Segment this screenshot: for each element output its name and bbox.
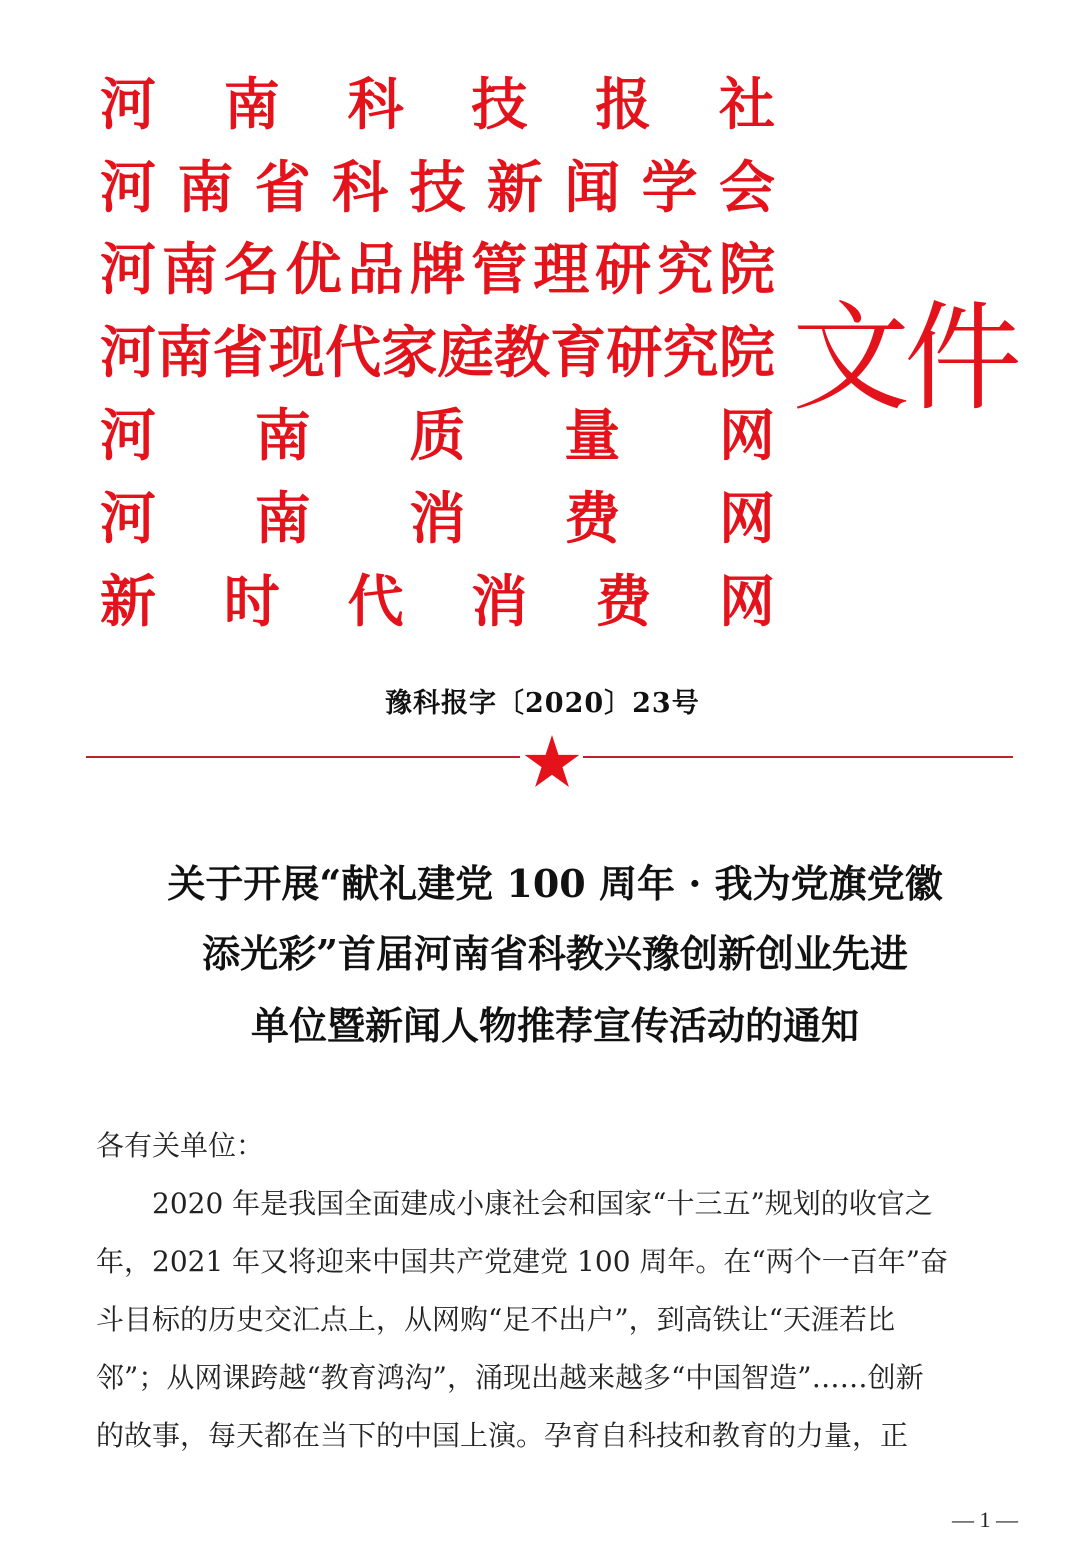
org-char: 河 (100, 320, 156, 386)
org-char: 院 (718, 320, 775, 386)
body-line: 斗目标的历史交汇点上，从网购“足不出户”，到高铁让“天涯若比 (96, 1303, 895, 1336)
org-char: 南 (254, 403, 311, 469)
org-char: 技 (471, 72, 528, 138)
org-char: 河 (100, 155, 156, 221)
page-number: — 1 — (952, 1507, 1018, 1532)
org-char: 研 (606, 320, 663, 386)
org-char: 科 (332, 155, 389, 221)
org-char: 社 (718, 72, 775, 138)
org-char: 河 (100, 486, 156, 552)
org-char: 河 (100, 237, 156, 303)
org-char: 南 (156, 320, 213, 386)
letterhead-org-2 (100, 153, 775, 223)
org-char: 代 (347, 569, 404, 635)
org-char: 南 (177, 155, 234, 221)
title-line: 单位暨新闻人物推荐宣传活动的通知 (250, 1003, 859, 1048)
org-char: 名 (223, 237, 280, 303)
letterhead-org-1 (100, 70, 775, 140)
letterhead-org-7 (100, 567, 775, 637)
org-char: 庭 (437, 320, 494, 386)
org-char: 研 (595, 237, 652, 303)
org-char: 教 (493, 320, 550, 386)
org-char: 河 (100, 403, 156, 469)
letterhead-org-5 (100, 401, 775, 471)
org-char: 科 (347, 72, 404, 138)
org-char: 院 (718, 237, 775, 303)
org-char: 究 (662, 320, 719, 386)
letterhead-org-4 (100, 318, 775, 388)
org-char: 南 (223, 72, 280, 138)
org-char: 会 (719, 155, 775, 221)
org-char: 消 (409, 486, 466, 552)
body-line: 邻”；从网课跨越“教育鸿沟”，涌现出越来越多“中国智造”……创新 (96, 1361, 924, 1394)
org-char: 费 (595, 569, 652, 635)
org-char: 南 (254, 486, 311, 552)
body-line: 2020 年是我国全面建成小康社会和国家“十三五”规划的收官之 (96, 1187, 933, 1220)
title-line: 关于开展“献礼建党 100 周年 · 我为党旗党徽 (167, 861, 943, 906)
org-char: 学 (641, 155, 698, 221)
document-number: 豫科报字〔2020〕23号 (385, 688, 700, 719)
org-char: 理 (533, 237, 590, 303)
org-char: 现 (268, 320, 325, 386)
org-char: 牌 (409, 237, 466, 303)
org-char: 省 (212, 320, 269, 386)
org-char: 技 (409, 155, 466, 221)
star-icon (524, 735, 580, 787)
org-char: 优 (285, 237, 342, 303)
org-char: 河 (100, 72, 156, 138)
separator-line-left (86, 756, 520, 758)
body-line: 的故事，每天都在当下的中国上演。孕育自科技和教育的力量，正 (96, 1419, 909, 1452)
letterhead-org-3 (100, 235, 775, 305)
org-char: 品 (347, 237, 404, 303)
org-char: 报 (595, 72, 652, 138)
org-char: 时 (223, 569, 280, 635)
org-char: 量 (564, 403, 621, 469)
org-char: 省 (254, 155, 311, 221)
org-char: 网 (719, 403, 775, 469)
org-char: 管 (471, 237, 528, 303)
org-char: 闻 (564, 155, 621, 221)
title-line: 添光彩”首届河南省科教兴豫创新创业先进 (202, 931, 908, 976)
org-char: 南 (161, 237, 218, 303)
letterhead-suffix: 文件 (792, 289, 1017, 427)
separator-line-right (583, 756, 1013, 758)
org-char: 费 (564, 486, 621, 552)
org-char: 家 (381, 320, 438, 386)
org-char: 质 (409, 403, 466, 469)
org-char: 代 (325, 320, 382, 386)
org-char: 网 (718, 569, 775, 635)
body-line: 年，2021 年又将迎来中国共产党建党 100 周年。在“两个一百年”奋 (96, 1245, 949, 1278)
org-char: 新 (100, 569, 156, 635)
org-char: 究 (657, 237, 714, 303)
org-char: 网 (719, 486, 775, 552)
org-char: 消 (471, 569, 528, 635)
org-char: 育 (550, 320, 607, 386)
org-char: 新 (486, 155, 543, 221)
letterhead-org-6 (100, 484, 775, 554)
salutation: 各有关单位： (96, 1129, 265, 1162)
